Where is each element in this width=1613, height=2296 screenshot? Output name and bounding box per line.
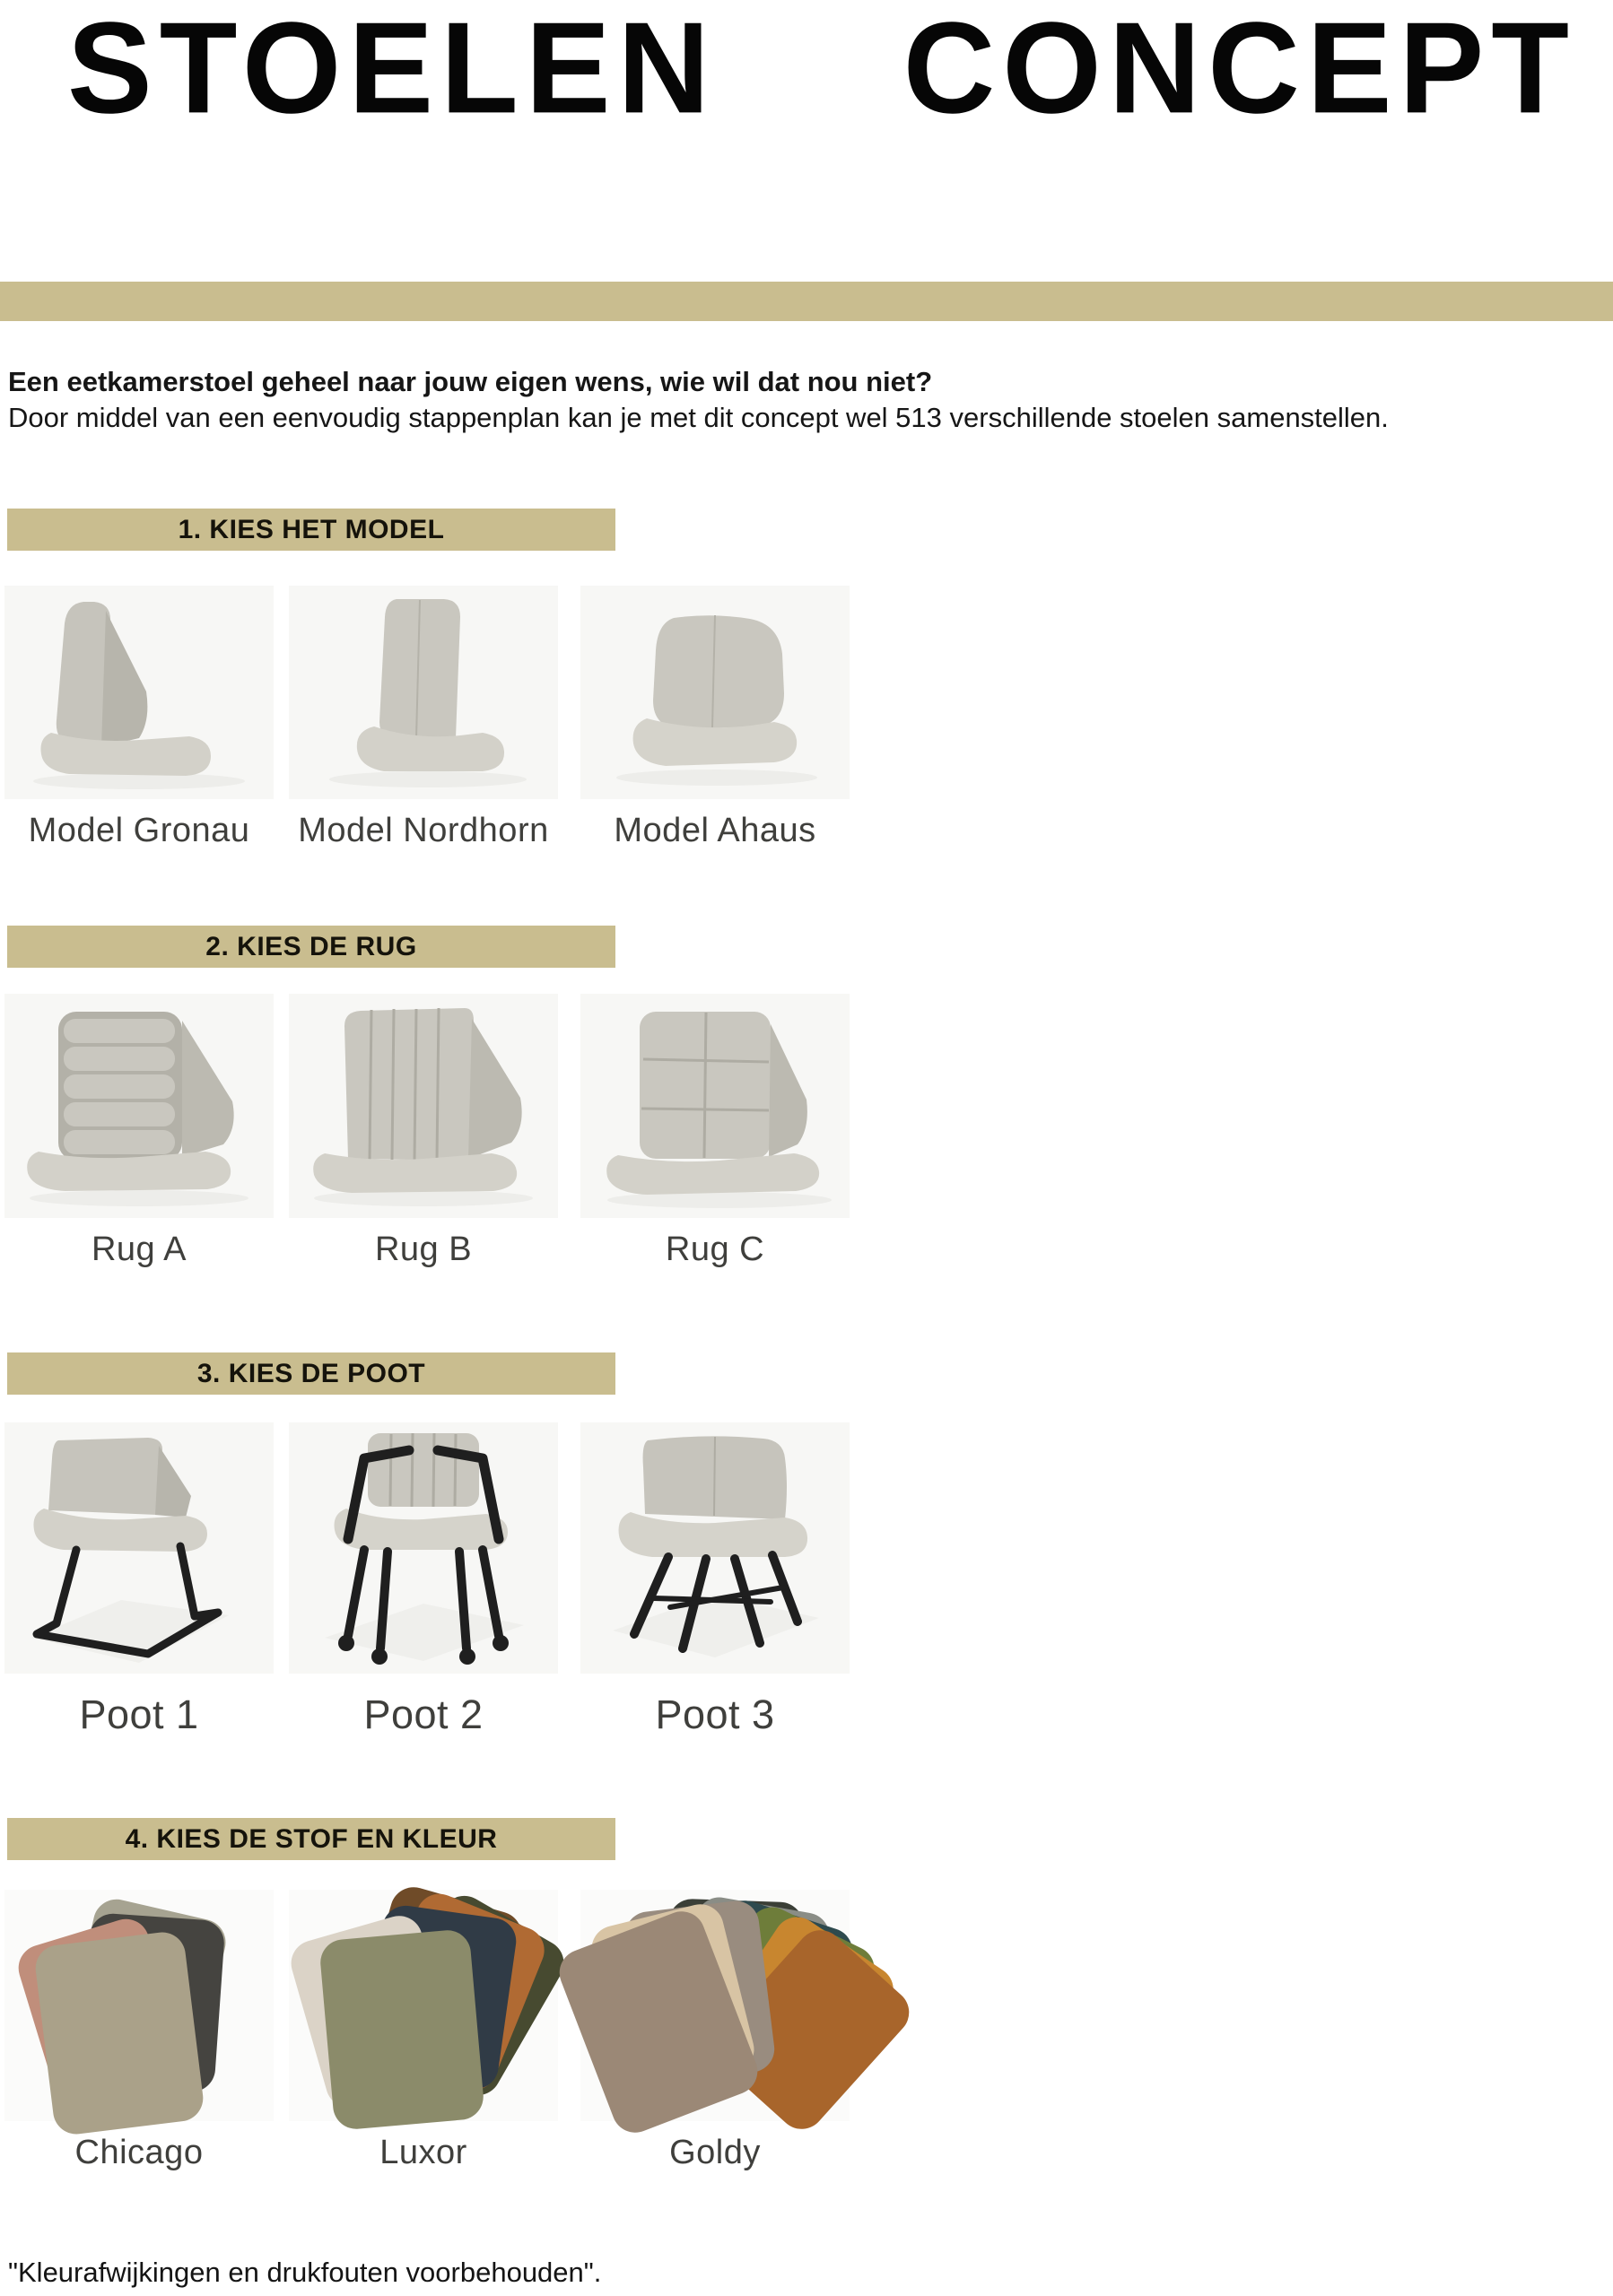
fabric-luxor-label: Luxor	[379, 2134, 467, 2171]
model-nordhorn-label: Model Nordhorn	[298, 812, 549, 849]
model-row	[4, 586, 850, 850]
chair-shell-rounded-illustration	[580, 586, 850, 799]
cantilever-leg-chair-illustration	[4, 1422, 274, 1674]
chair-shell-side-illustration	[4, 586, 274, 799]
fabric-goldy-figure	[580, 1890, 850, 2172]
model-gronau-image	[4, 586, 274, 799]
footer-disclaimer: "Kleurafwijkingen en drukfouten voorbehouden".	[8, 2257, 602, 2288]
fabric-fan-goldy	[580, 1890, 850, 2121]
fabric-chicago-figure	[4, 1890, 274, 2172]
chair-shell-straight-illustration	[289, 586, 558, 799]
model-gronau-label: Model Gronau	[28, 812, 250, 849]
intro-text	[8, 364, 1605, 436]
backrest-vertical-channels-illustration	[289, 994, 558, 1218]
armrest-caster-leg-chair-illustration	[289, 1422, 558, 1674]
model-ahaus-image	[580, 586, 850, 799]
poot-2-figure	[289, 1422, 558, 1738]
title-word-stoelen: STOELEN	[67, 0, 718, 141]
fabric-fan-luxor	[289, 1890, 558, 2121]
model-nordhorn-figure	[289, 586, 558, 850]
poot-1-figure	[4, 1422, 274, 1738]
page-title	[67, 0, 1576, 141]
backrest-grid-quilting-illustration	[580, 994, 850, 1218]
model-ahaus-figure	[580, 586, 850, 850]
rug-c-label: Rug C	[665, 1231, 765, 1268]
poot-1-image	[4, 1422, 274, 1674]
rug-a-label: Rug A	[91, 1231, 187, 1268]
poot-2-label: Poot 2	[363, 1692, 484, 1737]
poot-3-label: Poot 3	[655, 1692, 775, 1737]
rug-b-figure	[289, 994, 558, 1269]
fabric-row	[4, 1890, 850, 2172]
fabric-fan-chicago	[4, 1890, 274, 2121]
poot-3-image	[580, 1422, 850, 1674]
rug-a-figure	[4, 994, 274, 1269]
backrest-horizontal-channels-illustration	[4, 994, 274, 1218]
section-3-banner-label: 3. KIES DE POOT	[196, 1358, 426, 1388]
fabric-swatch	[318, 1928, 485, 2131]
cross-splayed-leg-chair-illustration	[580, 1422, 850, 1674]
rug-b-label: Rug B	[374, 1231, 473, 1268]
divider-bar	[0, 282, 1613, 321]
fabric-chicago-label: Chicago	[74, 2134, 204, 2171]
rug-c-figure	[580, 994, 850, 1269]
intro-line-regular: Door middel van een eenvoudig stappenplan kan je met dit concept wel 513 verschillende stoelen samenstellen.	[8, 402, 1389, 433]
poot-1-label: Poot 1	[79, 1692, 199, 1737]
poot-row	[4, 1422, 850, 1738]
section-4-banner	[7, 1818, 615, 1860]
rug-row	[4, 994, 850, 1269]
rug-a-image	[4, 994, 274, 1218]
rug-b-image	[289, 994, 558, 1218]
poot-2-image	[289, 1422, 558, 1674]
section-4-banner-label: 4. KIES DE STOF EN KLEUR	[125, 1823, 498, 1854]
section-2-banner	[7, 926, 615, 968]
model-ahaus-label: Model Ahaus	[614, 812, 816, 849]
section-2-banner-label: 2. KIES DE RUG	[205, 931, 417, 961]
fabric-luxor-figure	[289, 1890, 558, 2172]
fabric-goldy-label: Goldy	[669, 2134, 761, 2171]
section-1-banner-label: 1. KIES HET MODEL	[178, 514, 445, 544]
rug-c-image	[580, 994, 850, 1218]
poot-3-figure	[580, 1422, 850, 1738]
section-3-banner	[7, 1352, 615, 1395]
model-nordhorn-image	[289, 586, 558, 799]
section-1-banner	[7, 509, 615, 551]
intro-line-bold: Een eetkamerstoel geheel naar jouw eigen wens, wie wil dat nou niet?	[8, 366, 933, 397]
model-gronau-figure	[4, 586, 274, 850]
fabric-swatch	[33, 1930, 206, 2137]
title-word-concept: CONCEPT	[902, 0, 1576, 141]
